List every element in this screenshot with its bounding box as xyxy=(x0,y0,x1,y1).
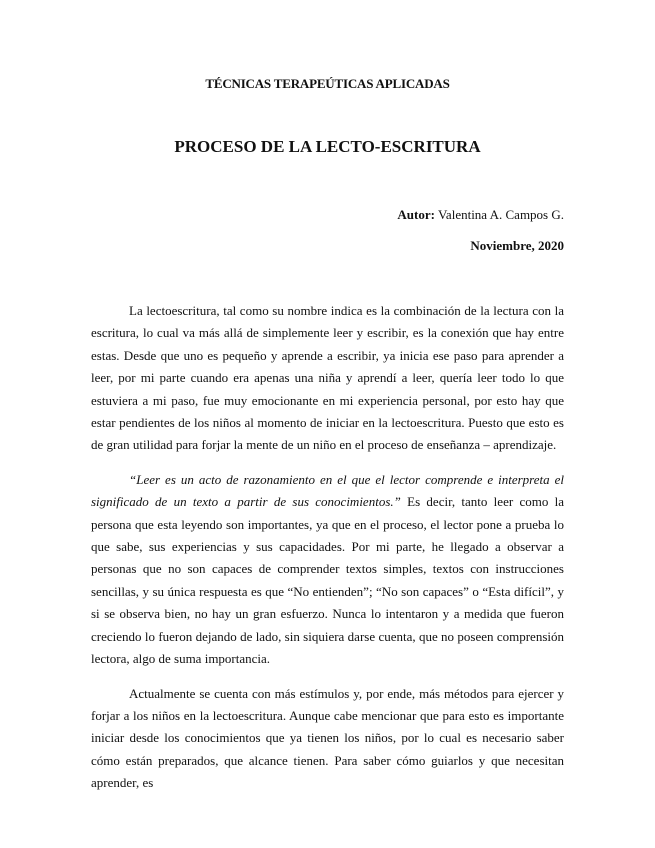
paragraph-3 xyxy=(91,683,564,795)
document-header: TÉCNICAS TERAPEÚTICAS APLICADAS xyxy=(205,76,450,91)
paragraph-2 xyxy=(91,469,564,671)
paragraph-1 xyxy=(91,300,564,457)
document-date: Noviembre, 2020 xyxy=(470,238,564,253)
paragraph-text: La lectoescritura, tal como su nombre indica es la combinación de la lectura con la escritura, lo cual va más allá de simplemente leer y escribir, es la conexión que hay entre estas. Desde que uno es pequeño y aprende a escribir, ya inicia ese paso para aprender a leer, por mi parte cuando era apenas una niña y aprendí a leer, quería leer todo lo que estuviera a mi paso, fue muy emocionante en mi experiencia personal, por esto hay que estar pendientes de los niños al momento de iniciar en la lectoescritura. Puesto que esto es de gran utilidad para forjar la mente de un niño en el proceso de enseñanza – aprendizaje. xyxy=(91,303,564,453)
document-title: PROCESO DE LA LECTO-ESCRITURA xyxy=(174,137,481,156)
paragraph-text: Actualmente se cuenta con más estímulos y, por ende, más métodos para ejercer y forjar a los niños en la lectoescritura. Aunque cabe mencionar que para esto es importante iniciar desde los conocimientos que ya tienen los niños, por lo cual es necesario saber cómo están preparados, que alcance tienen. Para saber cómo guiarlos y que necesitan aprender, es xyxy=(91,685,564,791)
author-name: Valentina A. Campos G. xyxy=(434,207,564,222)
author-line xyxy=(397,207,564,223)
paragraph-text: Es decir, tanto leer como la persona que esta leyendo son importantes, ya que en el proceso, el lector pone a prueba lo que sabe, sus experiencias y sus capacidades. Por mi parte, he llegado a observar a personas que no son capaces de comprender textos simples, textos con instrucciones sencillas, y su única respuesta es que “No entienden”; “No son capaces” o “Esta difícil”, y si se observa bien, no hay un gran esfuerzo. Nunca lo intentaron y a medida que fueron creciendo lo fueron dejando de lado, sin siquiera darse cuenta, que no poseen comprensión lectora, algo de suma importancia. xyxy=(91,494,564,667)
document-body xyxy=(91,300,564,807)
author-label: Autor: xyxy=(397,207,435,222)
paragraph-quote: “Leer es un acto de razonamiento en el que el lector comprende e interpreta el significado de un texto a partir de sus conocimientos.” xyxy=(91,471,564,510)
